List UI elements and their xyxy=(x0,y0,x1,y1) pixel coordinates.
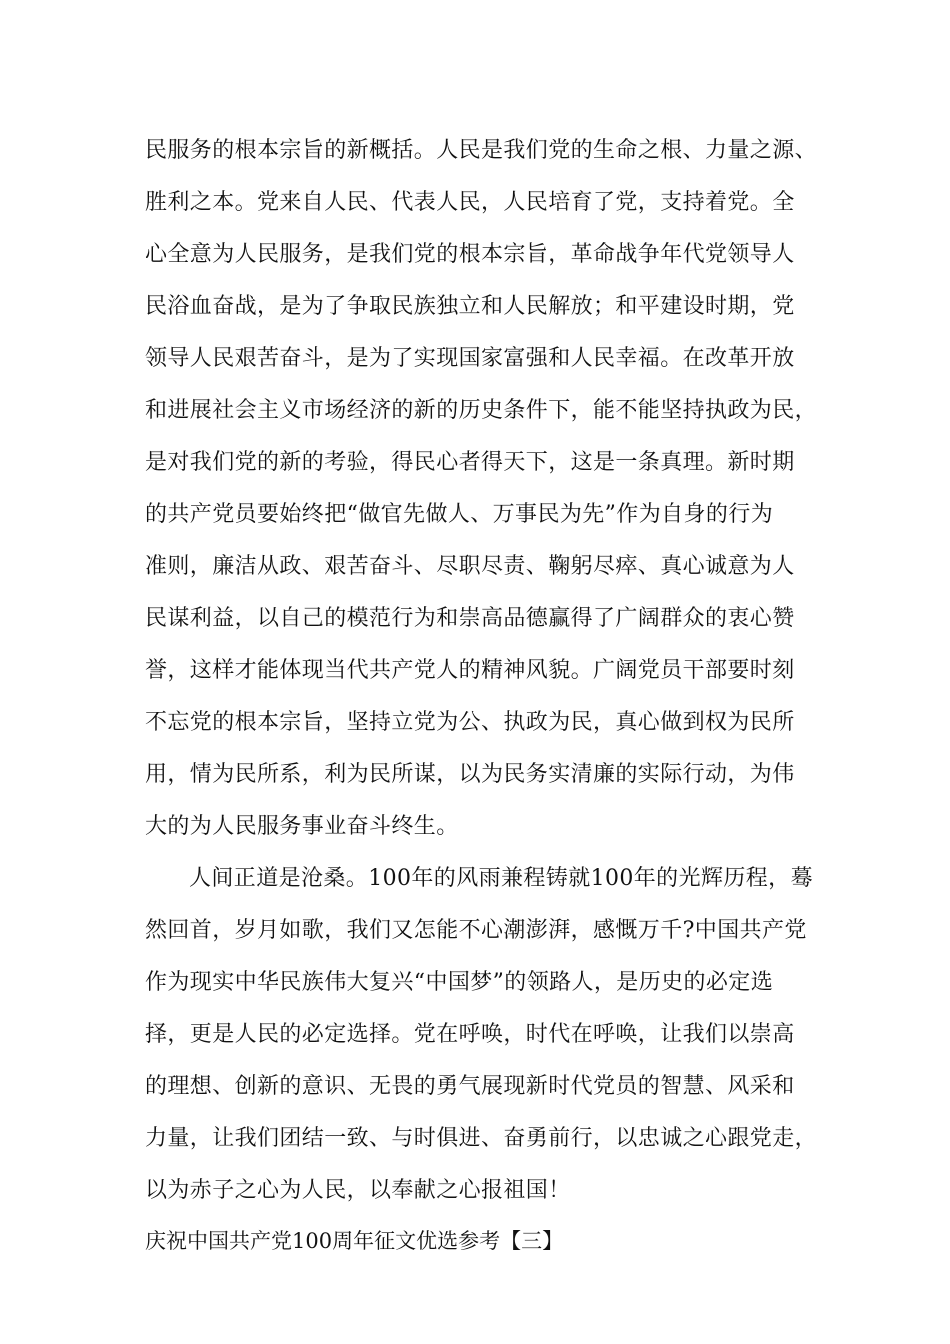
paragraph-line: 用，情为民所系，利为民所谋，以为民务实清廉的实际行动，为伟 xyxy=(145,762,795,787)
paragraph-line: 然回首，岁月如歌，我们又怎能不心潮澎湃，感慨万千?中国共产党 xyxy=(145,918,807,943)
paragraph-line: 是对我们党的新的考验，得民心者得天下，这是一条真理。新时期 xyxy=(145,450,795,475)
paragraph-line: 民服务的根本宗旨的新概括。人民是我们党的生命之根、力量之源、 xyxy=(145,138,818,163)
paragraph-line: 的理想、创新的意识、无畏的勇气展现新时代党员的智慧、风采和 xyxy=(145,1074,795,1099)
section-heading: 庆祝中国共产党100周年征文优选参考【三】 xyxy=(145,1229,564,1253)
paragraph-line: 和进展社会主义市场经济的新的历史条件下，能不能坚持执政为民， xyxy=(145,398,818,423)
paragraph-line: 胜利之本。党来自人民、代表人民，人民培育了党，支持着党。全 xyxy=(145,190,795,215)
paragraph-line: 民谋利益，以自己的模范行为和崇高品德赢得了广阔群众的衷心赞 xyxy=(145,606,795,631)
paragraph-line: 准则，廉洁从政、艰苦奋斗、尽职尽责、鞠躬尽瘁、真心诚意为人 xyxy=(145,554,795,579)
paragraph-line: 作为现实中华民族伟大复兴“中国梦”的领路人，是历史的必定选 xyxy=(145,970,774,995)
paragraph-line: 以为赤子之心为人民，以奉献之心报祖国！ xyxy=(145,1178,571,1203)
paragraph-line: 不忘党的根本宗旨，坚持立党为公、执政为民，真心做到权为民所 xyxy=(145,710,795,735)
paragraph-line: 的共产党员要始终把“做官先做人、万事民为先”作为自身的行为 xyxy=(145,502,774,527)
paragraph-line: 誉，这样才能体现当代共产党人的精神风貌。广阔党员干部要时刻 xyxy=(145,658,795,683)
paragraph-line: 择，更是人民的必定选择。党在呼唤，时代在呼唤，让我们以崇高 xyxy=(145,1022,795,1047)
paragraph-line: 人间正道是沧桑。100年的风雨兼程铸就100年的光辉历程，蓦 xyxy=(189,866,813,891)
paragraph-line: 大的为人民服务事业奋斗终生。 xyxy=(145,814,459,839)
paragraph-line: 民浴血奋战，是为了争取民族独立和人民解放；和平建设时期，党 xyxy=(145,294,795,319)
paragraph-line: 力量，让我们团结一致、与时俱进、奋勇前行，以忠诚之心跟党走， xyxy=(145,1126,818,1151)
paragraph-line: 领导人民艰苦奋斗，是为了实现国家富强和人民幸福。在改革开放 xyxy=(145,346,795,371)
paragraph-line: 心全意为人民服务，是我们党的根本宗旨，革命战争年代党领导人 xyxy=(145,242,795,267)
